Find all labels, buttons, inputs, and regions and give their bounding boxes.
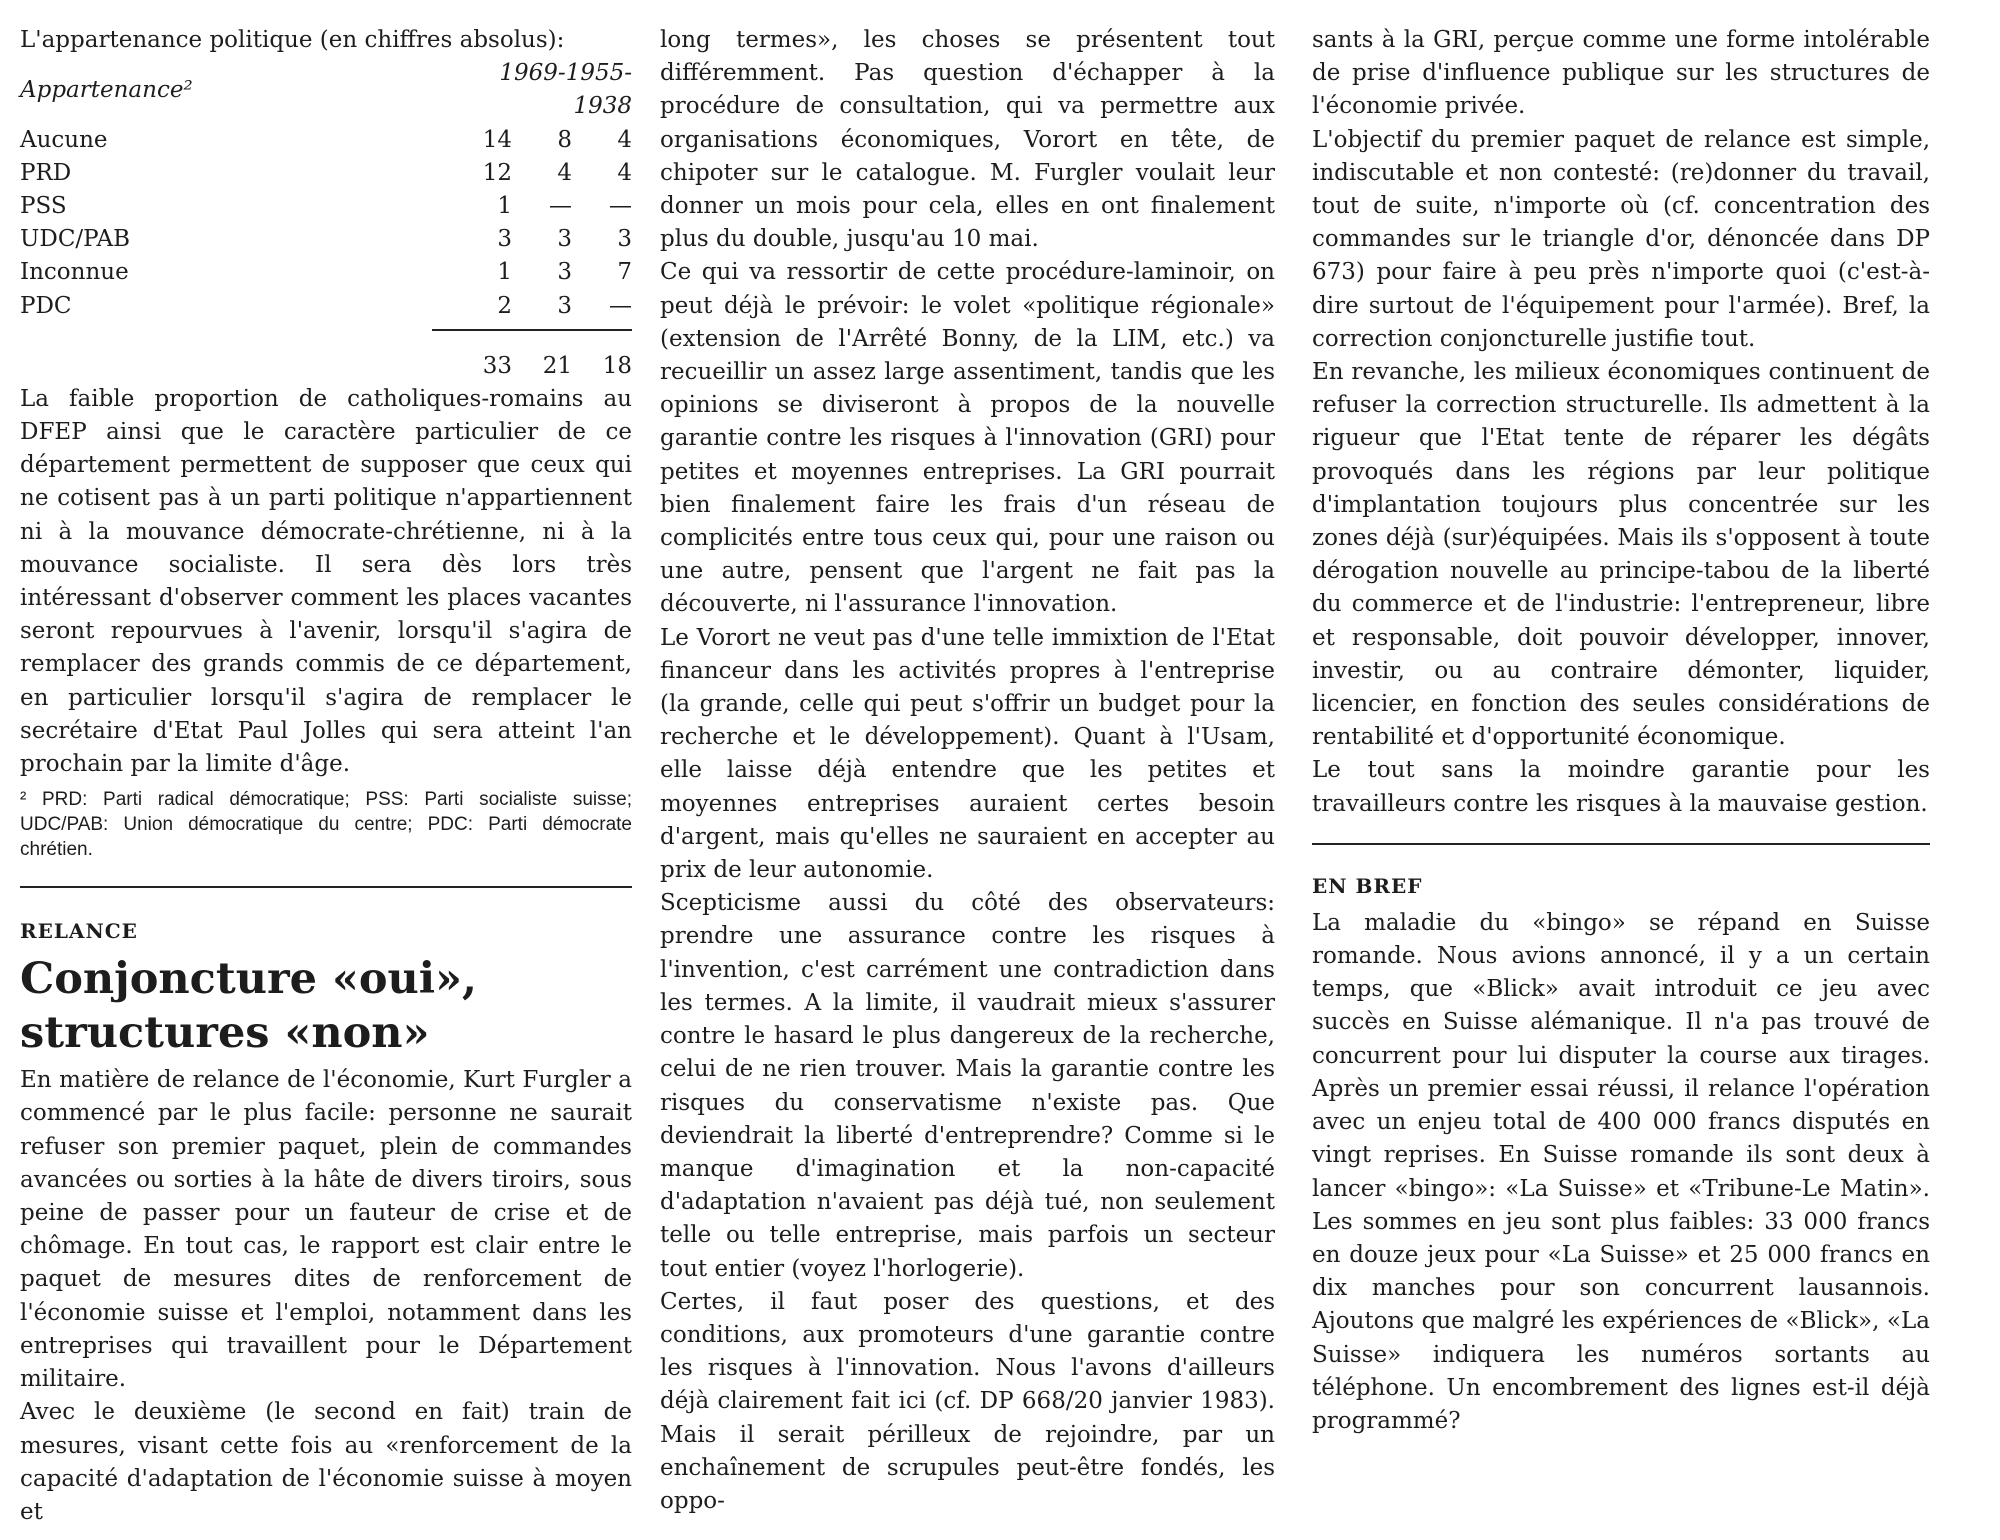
table-row [20, 290, 632, 323]
body-paragraph: La maladie du «bingo» se répand en Suisse romande. Nous avions annoncé, il y a un certain temps, que «Blick» avait introduit ce jeu avec succès en Suisse alémanique. Il n'a pas trouvé de concurrent pour lui disputer la course aux tirages. Après un premier essai réussi, il relance l'opération avec un enjeu total de 400 000 francs disputés en vingt reprises. En Suisse romande ils sont deux à lancer «bingo»: «La Suisse» et «Tribune-Le Matin». Les sommes en jeu sont plus faibles: 33 000 francs en douze jeux pour «La Suisse» et 25 000 francs en dix manches pour son concurrent lausannois. Ajoutons que malgré les expériences de «Blick», «La Suisse» indiquera les numéros sortants au téléphone. Un encombrement des lignes est-il déjà programmé? [1312, 909, 1930, 1434]
row-label: PRD [20, 159, 72, 186]
body-paragraph: L'objectif du premier paquet de relance est simple, indiscutable et non contesté: (re)donner du travail, tout de suite, n'importe où (cf. concentration des commandes sur le triangle d'or, dénoncée dans DP 673) pour faire à peu près n'importe quoi (c'est-à-dire surtout de l'équipement pour l'armée). Bref, la correction conjoncturelle justifie tout. [1312, 126, 1930, 352]
cell-1969: 12 [482, 159, 512, 186]
total-1938: 18 [602, 352, 632, 379]
row-label: UDC/PAB [20, 226, 131, 253]
table-total-row [20, 337, 632, 383]
headline-line-2: structures «non» [20, 1008, 430, 1059]
cell-1969: 3 [497, 226, 512, 253]
cell-1938: — [609, 193, 632, 220]
total-1955: 21 [542, 352, 572, 379]
body-paragraph: sants à la GRI, perçue comme une forme intolérable de prise d'influence publique sur les structures de l'économie privée. [1312, 27, 1930, 120]
body-paragraph: Certes, il faut poser des questions, et des conditions, aux promoteurs d'une garantie contre les risques à l'innovation. Nous l'avons d'ailleurs déjà clairement fait ici (cf. DP 668/20 janvier 1983). Mais il serait périlleux de rejoindre, par un enchaînement de scrupules peut-être fondés, les oppo- [660, 1288, 1275, 1514]
row-label: Aucune [20, 126, 108, 153]
cell-1969: 1 [497, 259, 512, 286]
table-total-rule-row [20, 323, 632, 337]
row-label: PDC [20, 292, 72, 319]
table-header-label: Appartenance² [20, 76, 193, 103]
table-row [20, 157, 632, 190]
body-paragraph: La faible proportion de catholiques-romains au DFEP ainsi que le caractère particulier de ce département permettent de supposer que ceux qui ne cotisent pas à un parti politique n'appartiennent ni à la mouvance démocrate-chrétienne, ni à la mouvance socialiste. Il sera dès lors très intéressant d'observer comment les places vacantes seront repourvues à l'avenir, lorsqu'il s'agira de remplacer des grands commis de ce département, en particulier lorsqu'il s'agira de remplacer le secrétaire d'Etat Paul Jolles qui sera atteint l'an prochain par la limite d'âge. [20, 385, 632, 778]
body-paragraph: En matière de relance de l'économie, Kurt Furgler a commencé par le plus facile: personne ne saurait refuser son premier paquet, plein de commandes avancées ou sorties à la hâte de divers tiroirs, sous peine de passer pour un fauteur de crise et de chômage. En tout cas, le rapport est clair entre le paquet de mesures dites de renforcement de l'économie suisse et l'emploi, notamment dans les entreprises qui travaillent pour le Département militaire. [20, 1067, 632, 1393]
cell-1969: 14 [482, 126, 512, 153]
column-2 [660, 24, 1275, 1518]
body-paragraph: Le Vorort ne veut pas d'une telle immixtion de l'Etat financeur dans les activités propres à l'entreprise (la grande, celle qui peut s'offrir un budget pour la recherche et le développement). Quant à l'Usam, elle laisse déjà entendre que les petites et moyennes entreprises auraient certes besoin d'argent, mais qu'elles ne sauraient en accepter au prix de leur autonomie. [660, 624, 1275, 884]
column-3 [1312, 24, 1930, 1438]
cell-1955: 3 [557, 292, 572, 319]
cell-1955: 8 [557, 126, 572, 153]
row-label: PSS [20, 193, 67, 220]
cell-1938: 4 [617, 159, 632, 186]
table-header-row [20, 57, 632, 123]
section-divider [1312, 843, 1930, 845]
column-1 [20, 24, 632, 1529]
table-row [20, 190, 632, 223]
cell-1969: 1 [497, 193, 512, 220]
cell-1938: 4 [617, 126, 632, 153]
total-1969: 33 [482, 352, 512, 379]
body-paragraph: Le tout sans la moindre garantie pour les travailleurs contre les risques à la mauvaise gestion. [1312, 757, 1930, 817]
article-headline [20, 952, 632, 1060]
cell-1955: — [549, 193, 572, 220]
footnote: ² PRD: Parti radical démocratique; PSS: Parti socialiste suisse; UDC/PAB: Union démocratique du centre; PDC: Parti démocrate chrétien. [20, 789, 632, 861]
body-paragraph: En revanche, les milieux économiques continuent de refuser la correction structurelle. Ils admettent à la rigueur que l'Etat tente de réparer les dégâts provoqués dans les régions par leur politique d'implantation toujours plus concentrée sur les zones déjà (sur)équipées. Mais ils s'opposent à toute dérogation nouvelle au principe-tabou de la liberté du commerce et de l'industrie: l'entrepreneur, libre et responsable, doit pouvoir développer, innover, investir, ou au contraire démonter, liquider, licencier, en fonction des seules considérations de rentabilité et d'opportunité économique. [1312, 359, 1930, 751]
table-caption: L'appartenance politique (en chiffres absolus): [20, 27, 565, 53]
table-header-years: 1969-1955-1938 [499, 60, 632, 120]
cell-1955: 3 [557, 259, 572, 286]
section-label-relance: RELANCE [20, 919, 138, 944]
party-affiliation-table [20, 57, 632, 383]
table-row [20, 124, 632, 157]
cell-1955: 3 [557, 226, 572, 253]
body-paragraph: Scepticisme aussi du côté des observateurs: prendre une assurance contre les risques à l'invention, c'est carrément une contradiction dans les termes. A la limite, il vaudrait mieux s'assurer contre le hasard le plus dangereux de la recherche, celui de ne rien trouver. Mais la garantie contre les risques du conservatisme n'existe pas. Que deviendrait la liberté d'entreprendre? Comme si le manque d'imagination et la non-capacité d'adaptation n'avaient pas déjà tué, non seulement telle ou telle entreprise, mais parfois un secteur tout entier (voyez l'horlogerie). [660, 890, 1275, 1282]
body-paragraph: Ce qui va ressortir de cette procédure-laminoir, on peut déjà le prévoir: le volet «politique régionale» (extension de l'Arrêté Bonny, de la LIM, etc.) va recueillir un assez large assentiment, tandis que les opinions se diviseront à propos de la nouvelle garantie contre les risques à l'innovation (GRI) pour petites et moyennes entreprises. La GRI pourrait bien finalement faire les frais d'un réseau de complicités entre tous ceux qui, pour une raison ou une autre, pensent que l'argent ne fait pas la découverte, ni l'assurance l'innovation. [660, 259, 1275, 618]
body-paragraph: Avec le deuxième (le second en fait) train de mesures, visant cette fois au «renforcement de la capacité d'adaptation de l'économie suisse à moyen et [20, 1399, 632, 1525]
section-label-en-bref: EN BREF [1312, 873, 1423, 898]
cell-1955: 4 [557, 159, 572, 186]
cell-1938: 3 [617, 226, 632, 253]
cell-1938: — [609, 292, 632, 319]
headline-line-1: Conjoncture «oui», [20, 954, 477, 1005]
row-label: Inconnue [20, 259, 129, 286]
body-paragraph: long termes», les choses se présentent tout différemment. Pas question d'échapper à la procédure de consultation, qui va permettre aux organisations économiques, Vorort en tête, de chipoter sur le catalogue. M. Furgler voulait leur donner un mois pour cela, elles en ont finalement plus du double, jusqu'au 10 mai. [660, 27, 1275, 253]
table-total-rule [20, 323, 632, 337]
table-row [20, 223, 632, 256]
cell-1938: 7 [617, 259, 632, 286]
table-row [20, 256, 632, 289]
section-divider [20, 886, 632, 888]
cell-1969: 2 [497, 292, 512, 319]
